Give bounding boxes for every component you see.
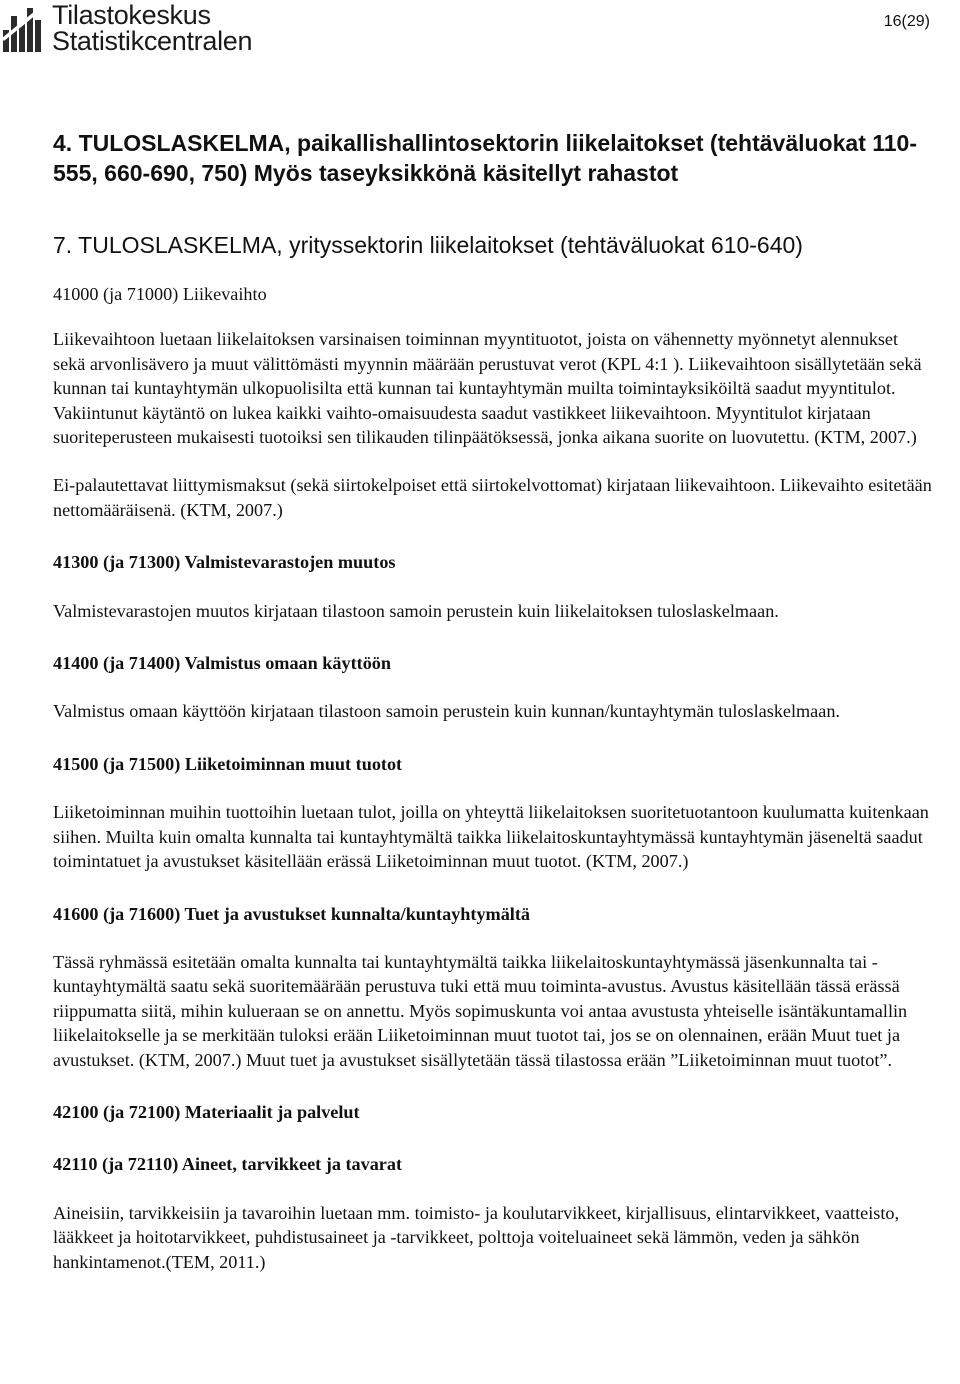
section-41000-paragraph-1: Liikevaihtoon luetaan liikelaitoksen varsinaisen toiminnan myyntituotot, joista on vähennetty myönnetyt alennukset sekä arvonlisävero ja muut välittömästi myynnin määrään perustuvat verot (KPL 4:1 ). Liikevaihtoon sisällytetään sekä kunnan tai kuntayhtymän ulkopuolisilta että kunnan tai kuntayhtymän muilta toimintayksiköiltä saadut myyntitulot. Vakiintunut käytäntö on lukea kaikki vaihto-omaisuudesta saadut vastikkeet liikevaihtoon. Myyntitulot kirjataan suoriteperusteen mukaisesti tuotoiksi sen tilikauden tilinpäätöksessä, jonka aikana suorite on luovutettu. (KTM, 2007.) bbox=[53, 329, 922, 448]
page-number: 16(29) bbox=[883, 13, 930, 30]
heading-section-4: 4. TULOSLASKELMA, paikallishallintosektorin liikelaitokset (tehtäväluokat 110-555, 660-690, 750) Myös taseyksikkönä käsitellyt rahastot bbox=[53, 130, 918, 186]
logo bbox=[2, 2, 252, 54]
heading-section-7: 7. TULOSLASKELMA, yrityssektorin liikelaitokset (tehtäväluokat 610-640) bbox=[53, 232, 803, 258]
logo-text bbox=[52, 2, 252, 54]
logo-icon bbox=[2, 2, 48, 54]
section-42110-paragraph: Aineisiin, tarvikkeisiin ja tavaroihin luetaan mm. toimisto- ja koulutarvikkeet, kirjallisuus, elintarvikkeet, vaatteisto, lääkkeet ja hoitotarvikkeet, puhdistusaineet ja -tarvikkeet, polttoja voiteluaineet sekä lämmön, veden ja sähkön hankintamenot.(TEM, 2011.) bbox=[53, 1202, 900, 1272]
logo-line-1: Tilastokeskus bbox=[52, 0, 211, 30]
section-41000-title: 41000 (ja 71000) Liikevaihto bbox=[53, 284, 267, 304]
section-41600-title: 41600 (ja 71600) Tuet ja avustukset kunnalta/kuntayhtymältä bbox=[53, 903, 530, 924]
section-41000-paragraph-2: Ei-palautettavat liittymismaksut (sekä siirtokelpoiset että siirtokelvottomat) kirjataan liikevaihtoon. Liikevaihto esitetään nettomääräisenä. (KTM, 2007.) bbox=[53, 475, 932, 520]
section-41300-title: 41300 (ja 71300) Valmistevarastojen muutos bbox=[53, 552, 396, 573]
logo-line-2: Statistikcentralen bbox=[52, 26, 253, 56]
section-41400-paragraph: Valmistus omaan käyttöön kirjataan tilastoon samoin perustein kuin kunnan/kuntayhtymän tuloslaskelmaan. bbox=[53, 701, 840, 722]
document-body bbox=[53, 128, 933, 1274]
section-41600-paragraph: Tässä ryhmässä esitetään omalta kunnalta tai kuntayhtymältä taikka liikelaitoskuntayhtymässä jäsenkunnalta tai -kuntayhtymältä saatu sekä suoritemäärään perustuva tuki että muu toiminta-avustus. Avustus käsitellään tässä erässä riippumatta siitä, mihin kulueraan se on annettu. Myös sopimuskunta voi antaa avustusta yhteiselle isäntäkuntamallin liikelaitokselle ja se merkitään tuloksi erään Liiketoiminnan muut tuotot tai, jos se on olennainen, erään Muut tuet ja avustukset. (KTM, 2007.) Muut tuet ja avustukset sisällytetään tässä tilastossa erään ”Liiketoiminnan muut tuotot”. bbox=[53, 951, 908, 1070]
section-41400-title: 41400 (ja 71400) Valmistus omaan käyttöön bbox=[53, 653, 392, 674]
section-41500-title: 41500 (ja 71500) Liiketoiminnan muut tuotot bbox=[53, 753, 403, 774]
section-41500-paragraph: Liiketoiminnan muihin tuottoihin luetaan tulot, joilla on yhteyttä liikelaitoksen suoritetuotantoon kuulumatta kuitenkaan siihen. Muilta kuin omalta kunnalta tai kuntayhtymältä taikka liikelaitoskuntayhtymässä kuntayhtymän jäseneltä saadut toimintatuet ja avustukset käsitellään erässä Liiketoiminnan muut tuotot. (KTM, 2007.) bbox=[53, 802, 929, 872]
section-42110-title: 42110 (ja 72110) Aineet, tarvikkeet ja tavarat bbox=[53, 1154, 403, 1175]
section-41300-paragraph: Valmistevarastojen muutos kirjataan tilastoon samoin perustein kuin liikelaitoksen tuloslaskelmaan. bbox=[53, 600, 779, 621]
section-42100-title: 42100 (ja 72100) Materiaalit ja palvelut bbox=[53, 1101, 360, 1122]
